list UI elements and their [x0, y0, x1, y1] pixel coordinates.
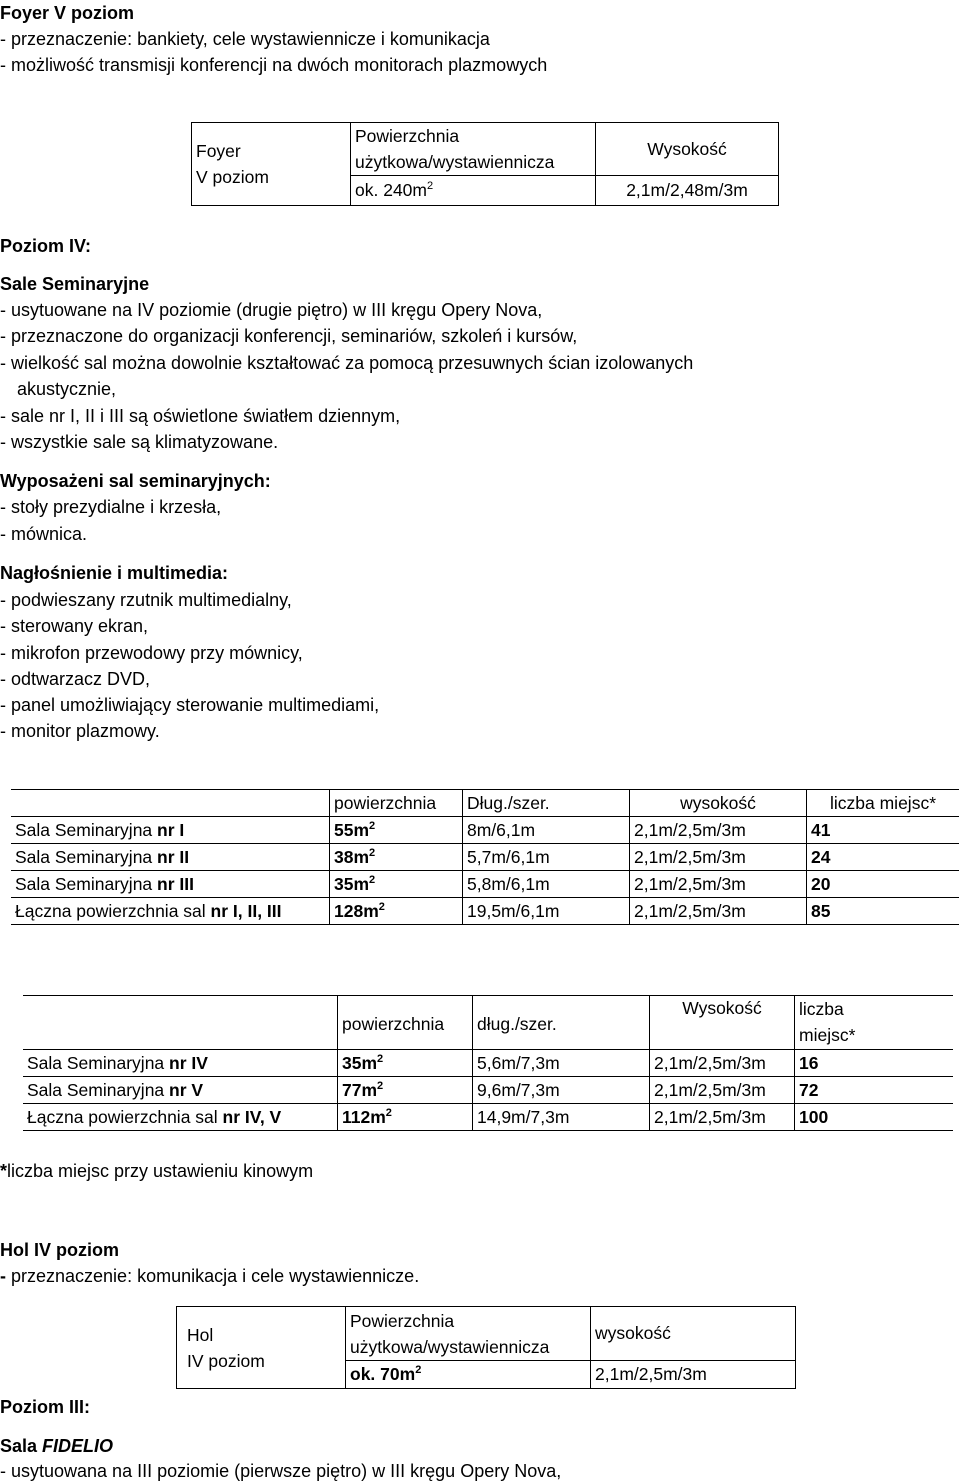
- room-number: nr IV, V: [222, 1106, 282, 1127]
- room-name-text: Sala Seminaryjna: [15, 819, 158, 840]
- room-area: [330, 871, 463, 898]
- room-name-text: Sala Seminaryjna: [27, 1079, 170, 1100]
- sala-prefix: Sala: [0, 1436, 43, 1456]
- foyer-table: [191, 122, 779, 206]
- seats-header-2: miejsc*: [799, 1025, 856, 1045]
- hol-table-name-2: IV poziom: [187, 1350, 265, 1371]
- hol-table: [176, 1306, 796, 1389]
- level4-line-4: akustycznie,: [17, 379, 117, 399]
- room-area: [330, 817, 463, 844]
- level4-line-3: - wielkość sal można dowolnie kształtować za pomocą przesuwnych ścian izolowanych: [0, 353, 694, 373]
- level4-line-6: - wszystkie sale są klimatyzowane.: [0, 432, 279, 452]
- table-row: [11, 844, 959, 871]
- sala-name: FIDELIO: [42, 1436, 114, 1456]
- table-cell: [11, 790, 330, 817]
- room-area-text: 38m: [334, 846, 370, 867]
- room-name: [23, 1050, 338, 1077]
- foyer-area-value-text: ok. 240m: [355, 180, 427, 200]
- table-row: [23, 996, 953, 1050]
- room-dim: 5,6m/7,3m: [473, 1050, 650, 1077]
- room-dim: 8m/6,1m: [463, 817, 630, 844]
- foyer-table-name: [192, 123, 351, 206]
- room-name: [11, 817, 330, 844]
- foyer-heading: Foyer V poziom: [0, 3, 135, 23]
- level4-line-1: - usytuowane na IV poziomie (drugie piętro) w III kręgu Opery Nova,: [0, 300, 543, 320]
- equip-line-2: - mównica.: [0, 524, 88, 544]
- foyer-area-sup: 2: [426, 180, 434, 193]
- media-line-6: - monitor plazmowy.: [0, 721, 160, 741]
- media-line-3: - mikrofon przewodowy przy mównicy,: [0, 643, 303, 663]
- room-number: nr III: [157, 873, 194, 894]
- room-number: nr IV: [169, 1052, 208, 1073]
- hol-line: [0, 1263, 419, 1289]
- room-name-text: Sala Seminaryjna: [27, 1052, 170, 1073]
- foyer-area-value: [351, 176, 596, 206]
- foyer-table-area-header: [351, 123, 596, 176]
- table-row: [11, 817, 959, 844]
- room-area-text: 35m: [342, 1052, 378, 1073]
- room-area-text: 128m: [334, 900, 379, 921]
- room-seats: 72: [795, 1077, 954, 1104]
- room-dim: 9,6m/7,3m: [473, 1077, 650, 1104]
- equip-heading: Wyposażeni sal seminaryjnych:: [0, 471, 271, 491]
- media-heading: Nagłośnienie i multimedia:: [0, 563, 229, 583]
- table-header-seats: [795, 996, 954, 1050]
- hol-area-value-text: ok. 70m: [350, 1364, 416, 1384]
- room-name-text: Łączna powierzchnia sal: [27, 1106, 223, 1127]
- room-area: [330, 898, 463, 925]
- hol-table-name-1: Hol: [187, 1324, 214, 1345]
- room-seats: 16: [795, 1050, 954, 1077]
- hol-height-value: 2,1m/2,5m/3m: [591, 1361, 796, 1389]
- hol-height-header: wysokość: [591, 1307, 796, 1361]
- hol-dash: -: [0, 1266, 6, 1286]
- footnote-text: liczba miejsc przy ustawieniu kinowym: [7, 1161, 314, 1181]
- table-header: wysokość: [630, 790, 807, 817]
- foyer-area-h1: Powierzchnia: [355, 126, 460, 146]
- foyer-height-value: 2,1m/2,48m/3m: [596, 176, 779, 206]
- level4-heading: Poziom IV:: [0, 236, 92, 256]
- footnote: [0, 1158, 313, 1184]
- room-seats: 24: [807, 844, 960, 871]
- level4-line-5: - sale nr I, II i III są oświetlone światłem dziennym,: [0, 406, 401, 426]
- room-area: [338, 1077, 473, 1104]
- room-dim: 5,7m/6,1m: [463, 844, 630, 871]
- room-dim: 14,9m/7,3m: [473, 1104, 650, 1131]
- room-height: 2,1m/2,5m/3m: [630, 898, 807, 925]
- room-name-text: Sala Seminaryjna: [15, 846, 158, 867]
- seminar-table-1: [11, 789, 959, 925]
- table-row: [23, 1077, 953, 1104]
- room-seats: 100: [795, 1104, 954, 1131]
- room-height: 2,1m/2,5m/3m: [650, 1104, 795, 1131]
- foyer-line-1: - przeznaczenie: bankiety, cele wystawiennicze i komunikacja: [0, 29, 490, 49]
- hol-area-header: [346, 1307, 591, 1361]
- media-line-1: - podwieszany rzutnik multimedialny,: [0, 590, 292, 610]
- room-area-sup: 2: [377, 1079, 384, 1092]
- table-row: [11, 790, 959, 817]
- level4-line-2: - przeznaczone do organizacji konferencji, seminariów, szkoleń i kursów,: [0, 326, 578, 346]
- hol-area-value: [346, 1361, 591, 1389]
- foyer-table-name-1: Foyer: [196, 141, 241, 161]
- table-header: dług./szer.: [473, 996, 650, 1050]
- room-name-text: Łączna powierzchnia sal: [15, 900, 211, 921]
- room-area-text: 35m: [334, 873, 370, 894]
- room-name: [11, 844, 330, 871]
- room-name-text: Sala Seminaryjna: [15, 873, 158, 894]
- room-height: 2,1m/2,5m/3m: [630, 871, 807, 898]
- seats-header-1: liczba: [799, 999, 844, 1019]
- foyer-area-h2: użytkowa/wystawiennicza: [355, 152, 555, 172]
- room-area: [330, 844, 463, 871]
- room-dim: 19,5m/6,1m: [463, 898, 630, 925]
- room-area-sup: 2: [369, 819, 376, 832]
- room-area-text: 112m: [342, 1106, 386, 1127]
- table-row: [23, 1050, 953, 1077]
- hol-area-h1: Powierzchnia: [350, 1310, 455, 1331]
- room-name: [11, 898, 330, 925]
- foyer-line-2: - możliwość transmisji konferencji na dwóch monitorach plazmowych: [0, 55, 548, 75]
- hol-heading: Hol IV poziom: [0, 1240, 119, 1260]
- room-seats: 20: [807, 871, 960, 898]
- footnote-star: *: [0, 1161, 8, 1181]
- room-area-text: 77m: [342, 1079, 378, 1100]
- foyer-table-name-2: V poziom: [196, 167, 269, 187]
- hol-area-sup: 2: [415, 1364, 422, 1377]
- room-height: 2,1m/2,5m/3m: [630, 844, 807, 871]
- table-cell: [23, 996, 338, 1050]
- level3-heading: Poziom III:: [0, 1397, 90, 1417]
- room-number: nr I: [157, 819, 185, 840]
- table-header: powierzchnia: [330, 790, 463, 817]
- room-seats: 41: [807, 817, 960, 844]
- hol-line-text: przeznaczenie: komunikacja i cele wystawiennicze.: [6, 1266, 420, 1286]
- table-header: powierzchnia: [338, 996, 473, 1050]
- room-number: nr II: [157, 846, 190, 867]
- table-header: Dług./szer.: [463, 790, 630, 817]
- room-area-sup: 2: [369, 873, 376, 886]
- table-row: [11, 898, 959, 925]
- room-height: 2,1m/2,5m/3m: [650, 1050, 795, 1077]
- room-area-sup: 2: [385, 1106, 392, 1119]
- hol-table-name: [177, 1307, 346, 1389]
- room-area-sup: 2: [377, 1052, 384, 1065]
- foyer-height-header: Wysokość: [596, 123, 779, 176]
- room-area-sup: 2: [378, 900, 385, 913]
- room-area: [338, 1050, 473, 1077]
- table-row: [23, 1104, 953, 1131]
- level4-subheading: Sale Seminaryjne: [0, 274, 150, 294]
- room-area: [338, 1104, 473, 1131]
- room-height: 2,1m/2,5m/3m: [650, 1077, 795, 1104]
- seminar-table-2: [23, 995, 953, 1131]
- room-dim: 5,8m/6,1m: [463, 871, 630, 898]
- room-seats: 85: [807, 898, 960, 925]
- room-number: nr I, II, III: [210, 900, 282, 921]
- media-line-5: - panel umożliwiający sterowanie multimediami,: [0, 695, 380, 715]
- room-number: nr V: [169, 1079, 204, 1100]
- table-header: Wysokość: [650, 996, 795, 1050]
- level3-line-1: - usytuowana na III poziomie (pierwsze piętro) w III kręgu Opery Nova,: [0, 1461, 562, 1481]
- room-height: 2,1m/2,5m/3m: [630, 817, 807, 844]
- sala-fidelio-heading: [0, 1433, 113, 1459]
- hol-area-h2: użytkowa/wystawiennicza: [350, 1336, 550, 1357]
- room-area-text: 55m: [334, 819, 370, 840]
- media-line-2: - sterowany ekran,: [0, 616, 149, 636]
- room-name: [11, 871, 330, 898]
- table-row: [11, 871, 959, 898]
- room-name: [23, 1104, 338, 1131]
- room-name: [23, 1077, 338, 1104]
- table-header: liczba miejsc*: [807, 790, 960, 817]
- room-area-sup: 2: [369, 846, 376, 859]
- equip-line-1: - stoły prezydialne i krzesła,: [0, 497, 222, 517]
- media-line-4: - odtwarzacz DVD,: [0, 669, 151, 689]
